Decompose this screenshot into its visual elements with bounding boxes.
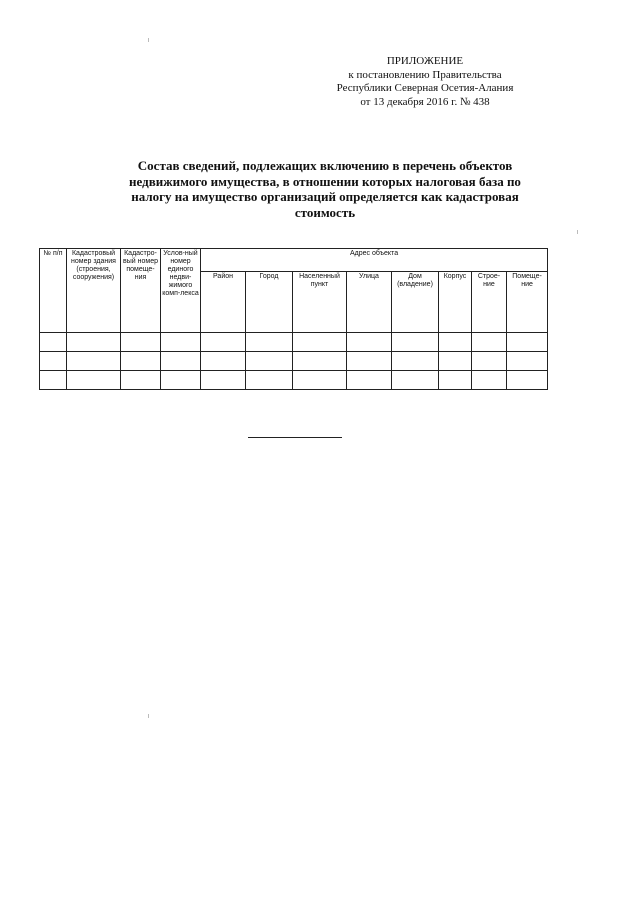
table-cell — [347, 333, 392, 352]
table-cell — [201, 333, 246, 352]
table-cell — [40, 371, 67, 390]
resolution-ref: к постановлению Правительства — [348, 68, 502, 81]
col-complex-number: Услов-ный номер единого недви-жимого комп-лекса — [161, 249, 201, 333]
table-header-row — [40, 249, 548, 272]
scan-speck — [148, 714, 149, 718]
table-cell — [246, 333, 293, 352]
table-row — [40, 352, 548, 371]
table-cell — [472, 333, 507, 352]
table-cell — [121, 371, 161, 390]
appendix-header — [300, 55, 550, 109]
title-line-4: стоимость — [294, 204, 356, 220]
resolution-date-number: от 13 декабря 2016 г. № 438 — [360, 95, 490, 108]
closing-rule — [248, 437, 342, 438]
col-number: № п/п — [40, 249, 67, 333]
col-premises-cadastral: Кадастро-вый номер помеще-ния — [121, 249, 161, 333]
table-cell — [40, 333, 67, 352]
col-structure: Строе-ние — [472, 272, 507, 333]
col-house: Дом (владение) — [392, 272, 439, 333]
table-cell — [472, 352, 507, 371]
table-cell — [67, 352, 121, 371]
table-cell — [507, 352, 548, 371]
col-street: Улица — [347, 272, 392, 333]
table-row — [40, 371, 548, 390]
table-cell — [439, 352, 472, 371]
table-cell — [392, 333, 439, 352]
table-cell — [246, 371, 293, 390]
table-cell — [293, 333, 347, 352]
table-cell — [121, 333, 161, 352]
col-group-address: Адрес объекта — [201, 249, 548, 272]
table-cell — [439, 371, 472, 390]
government-name: Республики Северная Осетия-Алания — [336, 82, 514, 94]
col-premises: Помеще-ние — [507, 272, 548, 333]
table-cell — [161, 371, 201, 390]
col-district: Район — [201, 272, 246, 333]
scan-speck — [577, 230, 578, 234]
title-line-3: налогу на имущество организаций определяется как кадастровая — [131, 189, 519, 204]
table-cell — [201, 352, 246, 371]
table-cell — [439, 333, 472, 352]
col-settlement: Населенный пункт — [293, 272, 347, 333]
table-row — [40, 333, 548, 352]
col-building-cadastral: Кадастровый номер здания (строения, сооружения) — [67, 249, 121, 333]
col-city: Город — [246, 272, 293, 333]
table-cell — [392, 371, 439, 390]
table-cell — [246, 352, 293, 371]
table-cell — [507, 371, 548, 390]
col-building-block: Корпус — [439, 272, 472, 333]
table-cell — [121, 352, 161, 371]
table-cell — [392, 352, 439, 371]
table-cell — [507, 333, 548, 352]
title-line-2: недвижимого имущества, в отношении которых налоговая база по — [129, 173, 521, 189]
table-cell — [161, 352, 201, 371]
table-body — [40, 333, 548, 390]
table-cell — [67, 333, 121, 352]
table-cell — [201, 371, 246, 390]
appendix-label: ПРИЛОЖЕНИЕ — [386, 55, 464, 67]
table-cell — [472, 371, 507, 390]
document-title — [40, 158, 610, 220]
table-cell — [293, 371, 347, 390]
table-cell — [161, 333, 201, 352]
title-line-1: Состав сведений, подлежащих включению в перечень объектов — [137, 158, 513, 173]
table-cell — [293, 352, 347, 371]
table-cell — [347, 352, 392, 371]
objects-table — [39, 248, 548, 390]
table-cell — [67, 371, 121, 390]
table-cell — [40, 352, 67, 371]
scan-speck — [148, 38, 149, 42]
table-cell — [347, 371, 392, 390]
